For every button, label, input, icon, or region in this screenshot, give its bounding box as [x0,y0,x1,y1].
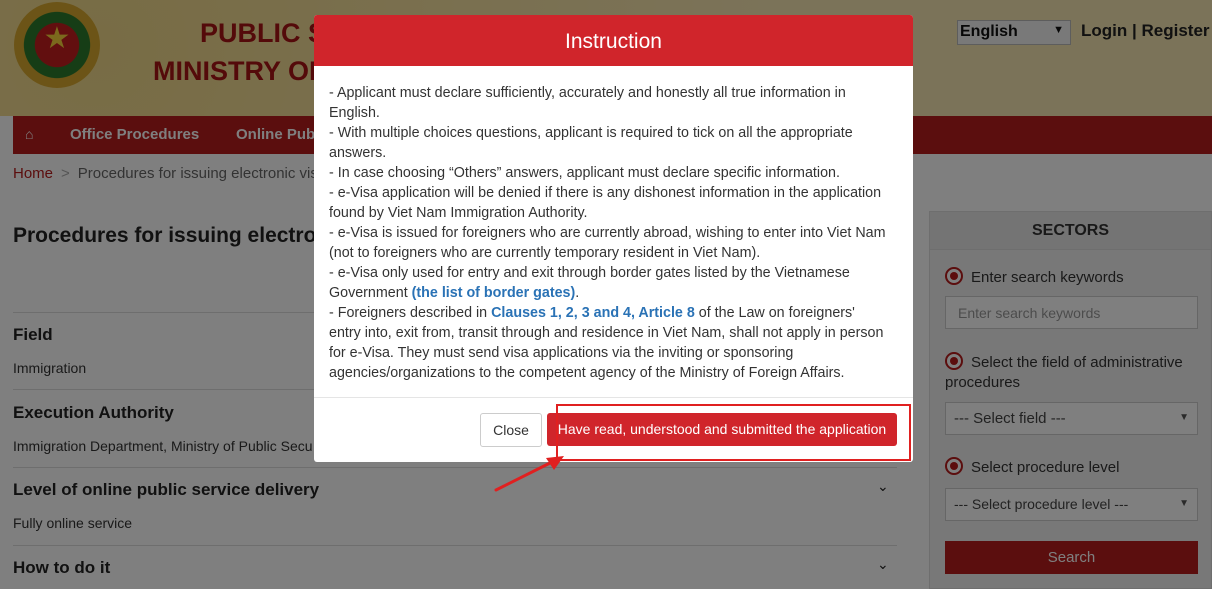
submit-application-button[interactable]: Have read, understood and submitted the application [547,413,897,446]
instruction-line: - Applicant must declare sufficiently, accurately and honestly all true information in [329,85,846,101]
instruction-line: - e-Visa only used for entry and exit through border gates listed by the Vietnamese [329,265,850,281]
instruction-line: - In case choosing “Others” answers, applicant must declare specific information. [329,165,840,181]
close-button[interactable]: Close [480,413,542,447]
instruction-line: - With multiple choices questions, applicant is required to tick on all the appropriate [329,125,853,141]
clauses-link[interactable]: Clauses 1, 2, 3 and 4, Article 8 [491,305,695,321]
instruction-line: - Foreigners described in Clauses 1, 2, 3 and 4, Article 8 of the Law on foreigners' [329,305,855,321]
instruction-line: - e-Visa application will be denied if there is any dishonest information in the application [329,185,882,201]
border-gates-link[interactable]: (the list of border gates) [411,285,576,301]
instruction-line: (not to foreigners who are currently temporary resident in Viet Nam). [329,245,761,261]
modal-body [329,83,901,383]
instruction-line: English. [329,105,380,121]
instruction-modal [314,15,913,462]
modal-title: Instruction [314,15,913,66]
instruction-line: agencies/organizations to the competent agency of the Ministry of Foreign Affairs. [329,365,845,381]
instruction-line: answers. [329,145,387,161]
instruction-line: for e-Visa. They must send visa applications via the inviting or sponsoring [329,345,794,361]
annotation-arrow-icon [490,448,570,498]
instruction-line: found by Viet Nam Immigration Authority. [329,205,588,221]
modal-footer-divider [314,397,913,398]
instruction-line: Government (the list of border gates). [329,285,580,301]
instruction-line: - e-Visa is issued for foreigners who are currently abroad, wishing to enter into Viet Nam [329,225,886,241]
annotation-highlight-box [556,404,911,461]
instruction-line: entry into, exit from, transit through and residence in Viet Nam, shall not apply in person [329,325,884,341]
